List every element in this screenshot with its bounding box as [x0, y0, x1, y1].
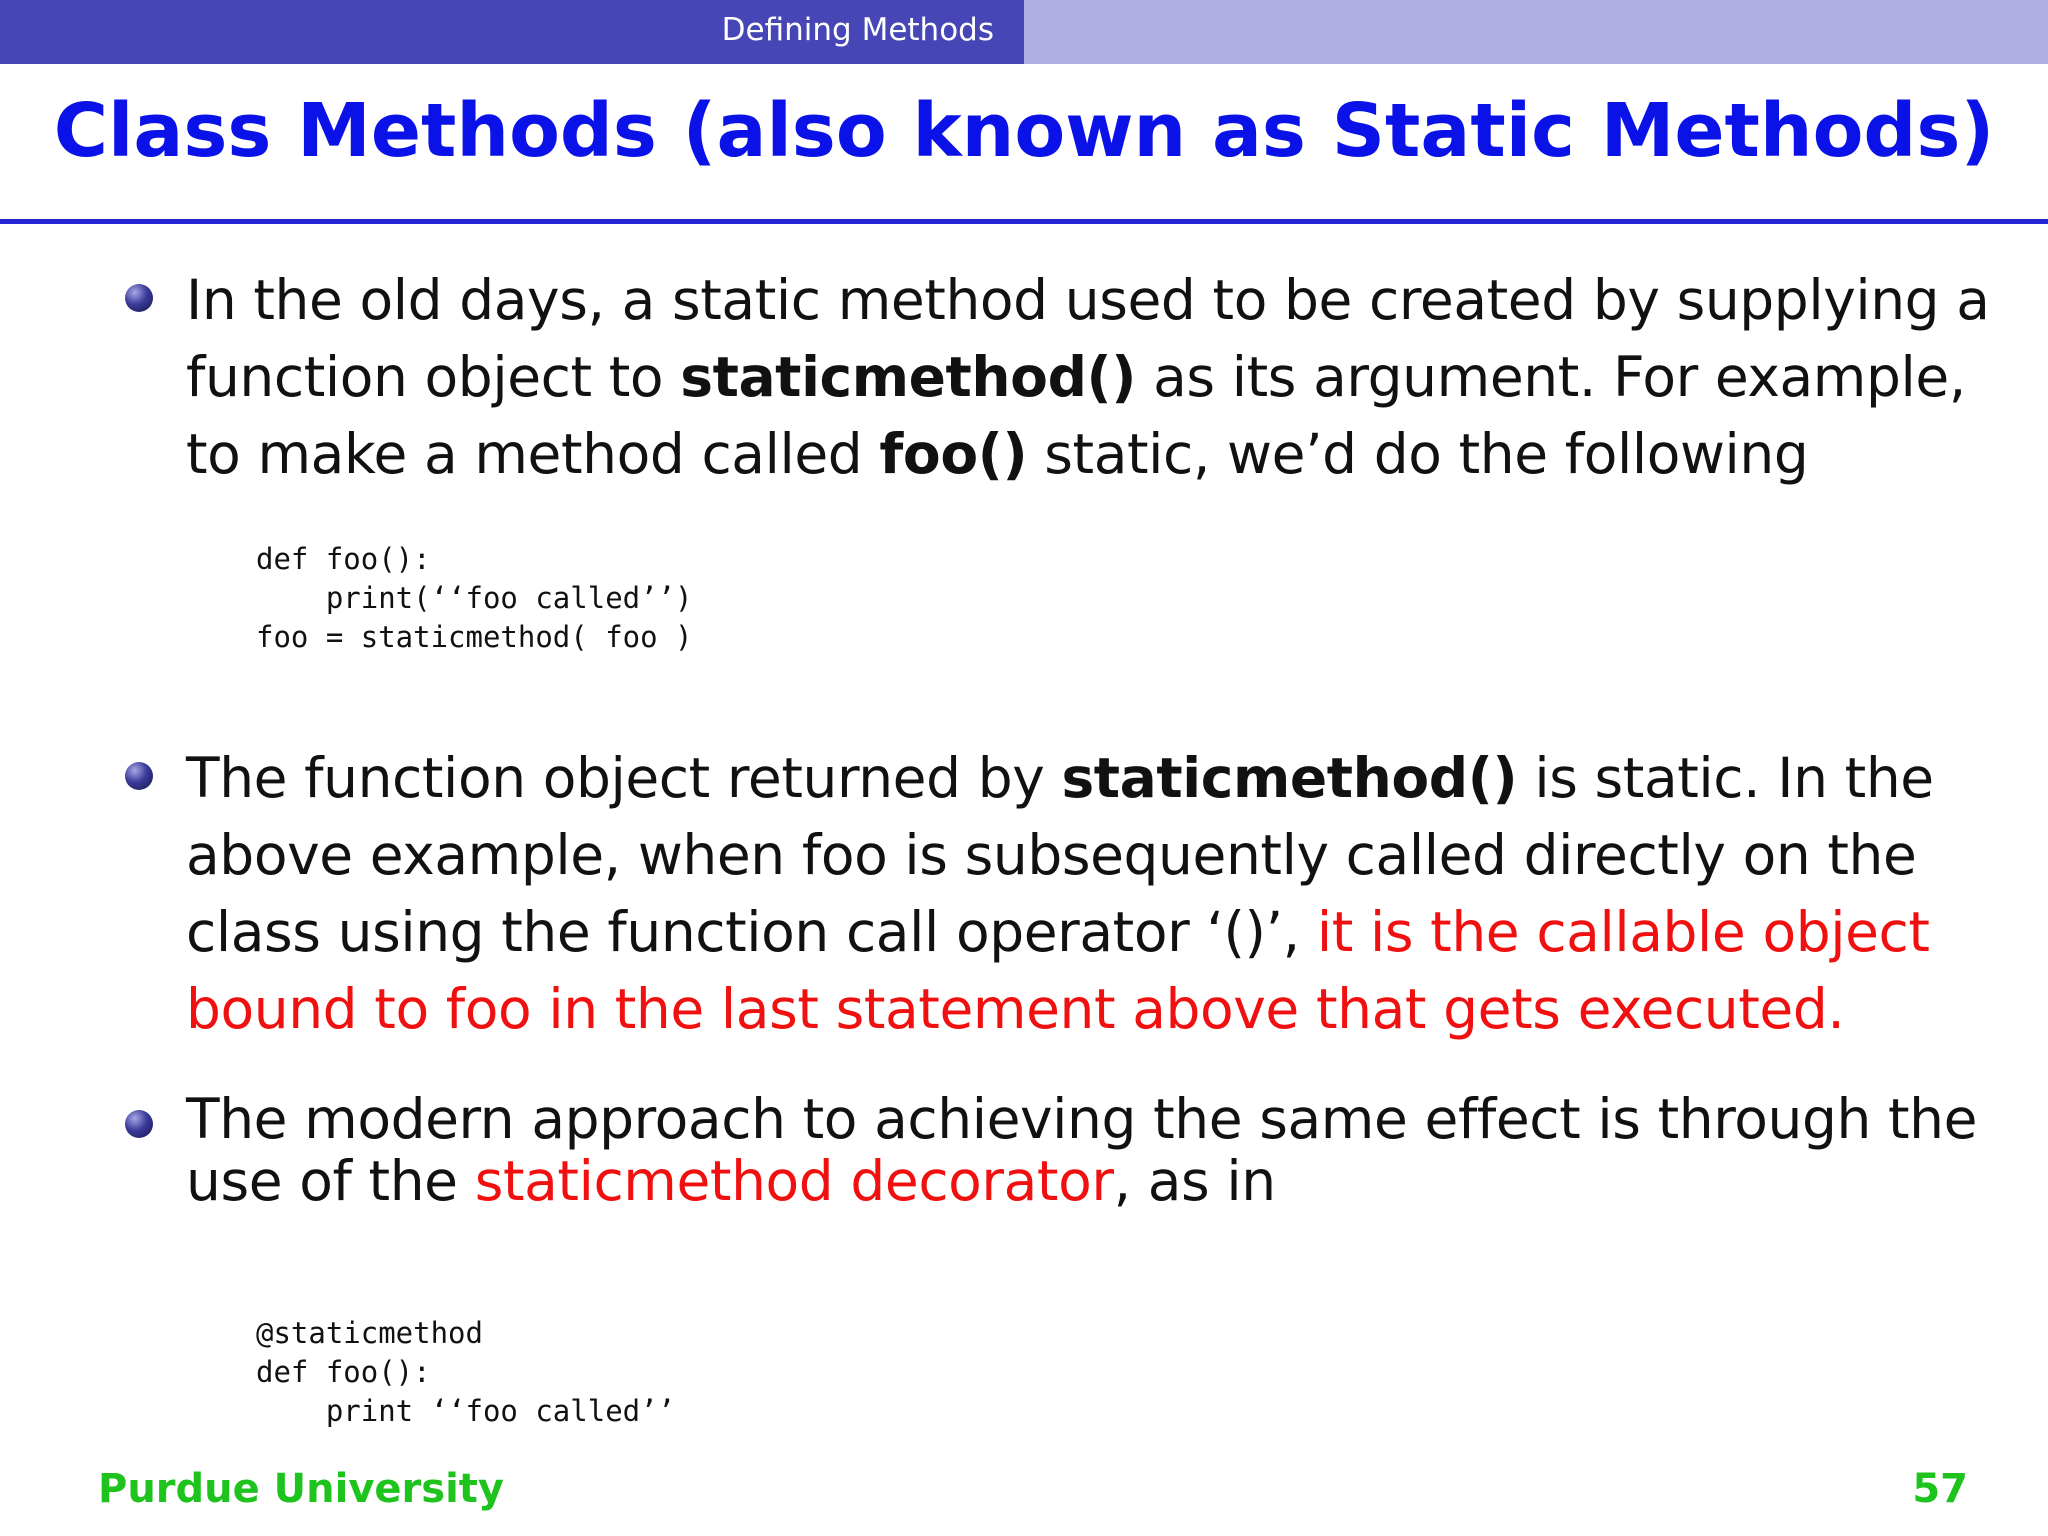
bullet-text-segment: staticmethod(): [680, 345, 1137, 409]
bullet-item-2: [186, 740, 2006, 1048]
bullet-text-segment: it is the callable object bound to foo in the last statement above that gets executed.: [186, 900, 1930, 1041]
bullet-text-segment: The modern approach to achieving the same effect is through the use of the: [186, 1087, 1978, 1213]
header-band-right: [1024, 0, 2048, 64]
page-number: 57: [1912, 1466, 1968, 1512]
bullet-text-segment: In the old days, a static method used to be created by supplying a function object to: [186, 268, 1990, 409]
bullet-item-1: [186, 262, 2006, 493]
bullet-icon: [125, 1110, 153, 1138]
header-band: [0, 0, 2048, 64]
bullet-text-segment: , as in: [1113, 1149, 1276, 1213]
bullet-text-segment: staticmethod decorator: [474, 1149, 1114, 1213]
bullet-text-segment: staticmethod(): [1061, 746, 1518, 810]
bullet-icon: [125, 762, 153, 790]
footer-institution: Purdue University: [98, 1466, 504, 1512]
bullet-text-segment: static, we’d do the following: [1027, 422, 1809, 486]
bullet-text-segment: The function object returned by: [186, 746, 1062, 810]
header-band-left: [0, 0, 1024, 64]
section-label: Defining Methods: [721, 12, 994, 48]
bullet-text-segment: is static. In the above example, when foo is subsequently called directly on the class using the function call operator ‘()’,: [186, 746, 1934, 964]
slide-title: Class Methods (also known as Static Methods): [53, 88, 1995, 174]
code-block-decorator: @staticmethod def foo(): print ‘‘foo called’’: [256, 1316, 676, 1428]
code-block-staticmethod-call: def foo(): print(‘‘foo called’’) foo = staticmethod( foo ): [256, 542, 693, 654]
bullet-icon: [125, 284, 153, 312]
bullet-item-3: [186, 1088, 2006, 1212]
bullet-text-segment: as its argument. For example, to make a method called: [186, 345, 1966, 486]
bullet-text-segment: foo(): [879, 422, 1028, 486]
title-divider: [0, 219, 2048, 224]
